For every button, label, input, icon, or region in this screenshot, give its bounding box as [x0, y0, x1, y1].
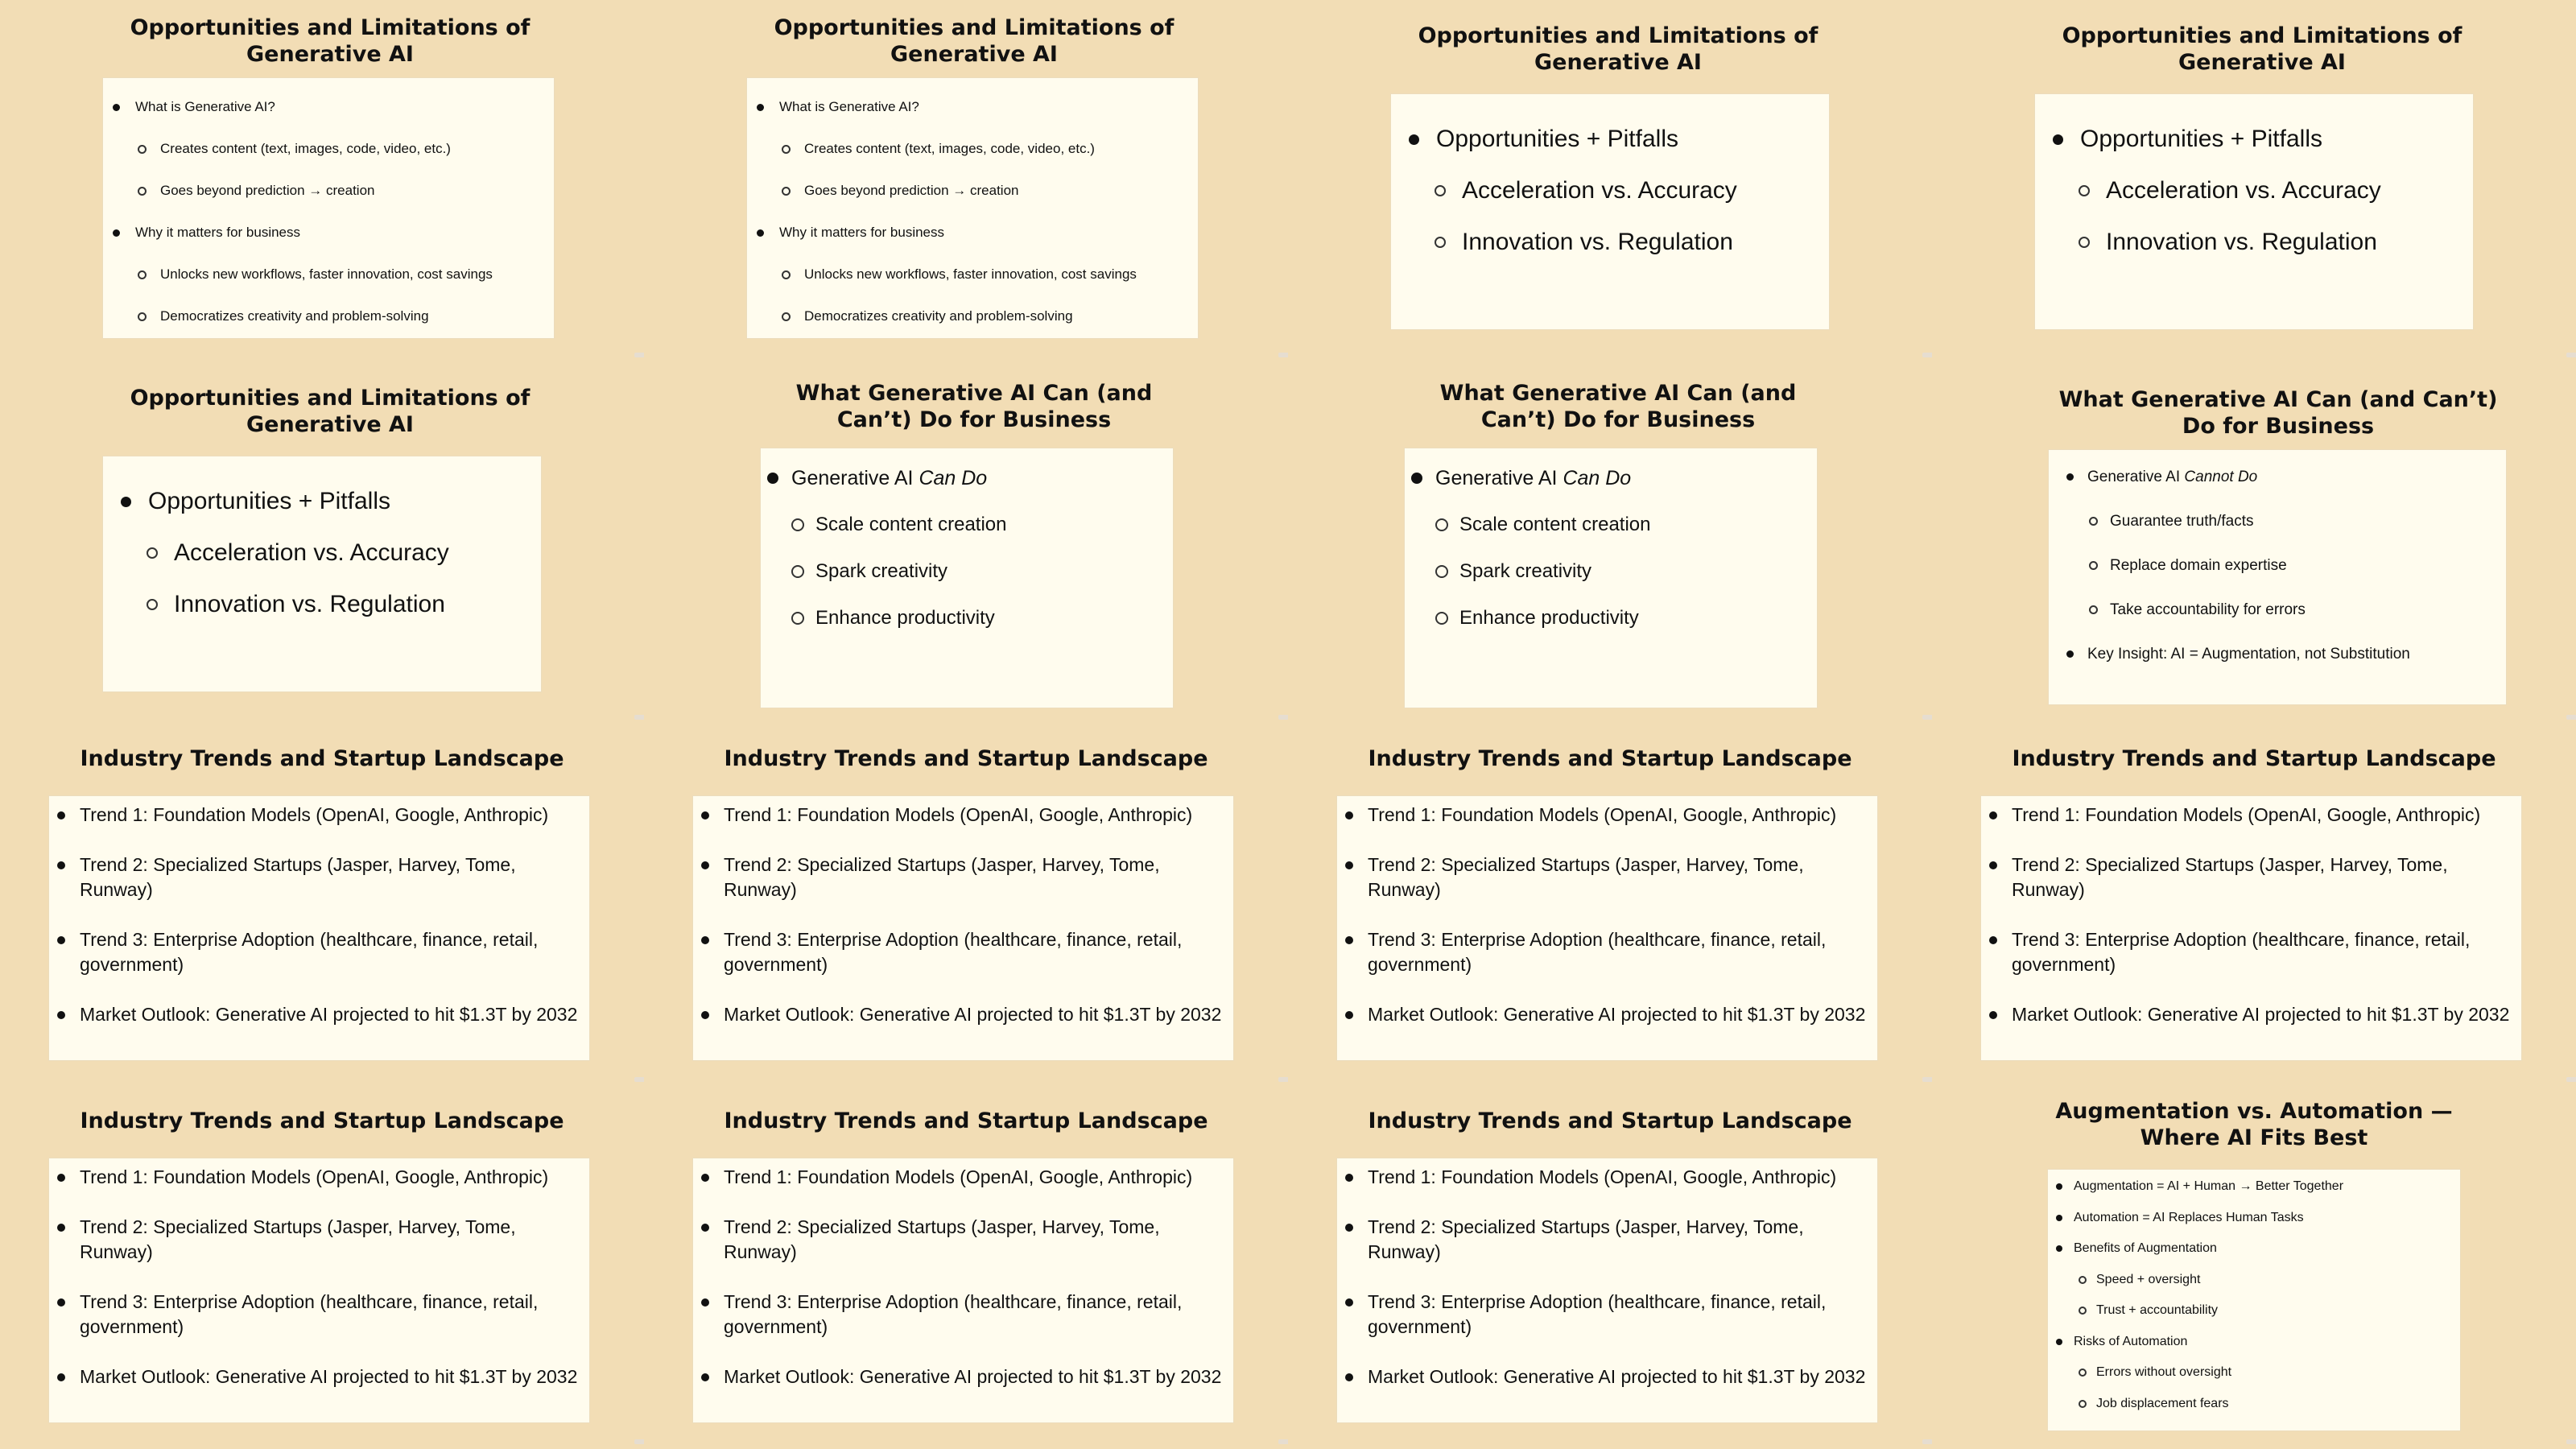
slide-title: Opportunities and Limitations of Generative AI — [1418, 23, 1818, 75]
bullet-item: Trend 3: Enterprise Adoption (healthcare, finance, retail, government) — [80, 1290, 580, 1340]
slide-thumbnail[interactable] — [1288, 724, 1932, 1087]
slide-title: Industry Trends and Startup Landscape — [724, 1108, 1208, 1133]
sub-bullet-item: Creates content (text, images, code, video, etc.) — [160, 128, 546, 170]
bullet-item: Trend 3: Enterprise Adoption (healthcare, finance, retail, government) — [80, 927, 580, 977]
slide-title: Industry Trends and Startup Landscape — [1368, 746, 1852, 771]
resize-grip[interactable] — [2566, 1439, 2576, 1444]
slide-content-box — [760, 448, 1174, 708]
bullet-item: Trend 1: Foundation Models (OpenAI, Google, Anthropic) — [724, 803, 1224, 828]
sub-bullet-item: Scale content creation — [815, 502, 1165, 548]
bullet-item: Market Outlook: Generative AI projected to hit $1.3T by 2032 — [1368, 1002, 1868, 1027]
slide-content-box — [48, 795, 590, 1061]
bullet-item: Risks of Automation — [2074, 1327, 2452, 1358]
bullet-item: Benefits of Augmentation — [2074, 1233, 2452, 1265]
slide-title: What Generative AI Can (and Can’t) Do for Business — [1439, 381, 1797, 432]
bullet-item: Market Outlook: Generative AI projected to hit $1.3T by 2032 — [724, 1002, 1224, 1027]
resize-grip[interactable] — [634, 1439, 644, 1444]
bullet-item: Why it matters for business — [135, 212, 546, 254]
slide-content-box — [692, 1158, 1234, 1423]
slide-thumbnail[interactable] — [1932, 724, 2576, 1087]
bullet-item: Opportunities + Pitfalls — [2080, 114, 2465, 165]
sub-bullet-item: Spark creativity — [1459, 548, 1809, 595]
bullet-item: Trend 1: Foundation Models (OpenAI, Google, Anthropic) — [80, 1165, 580, 1190]
bullet-emphasis: Can Do — [919, 467, 988, 489]
sub-bullet-item: Spark creativity — [815, 548, 1165, 595]
bullet-list — [1391, 94, 1829, 268]
slide-content-box — [692, 795, 1234, 1061]
bullet-list — [747, 78, 1198, 337]
bullet-list — [2035, 94, 2473, 268]
bullet-list — [49, 1158, 589, 1389]
bullet-item — [2087, 455, 2498, 499]
slide-title: Industry Trends and Startup Landscape — [80, 1108, 564, 1133]
bullet-text: Generative AI — [791, 467, 919, 489]
resize-grip[interactable] — [1922, 353, 1932, 357]
slide-title: Opportunities and Limitations of Generative AI — [130, 15, 530, 67]
slide-thumbnail[interactable] — [1932, 0, 2576, 362]
slide-title: Augmentation vs. Automation — Where AI Fits Best — [2055, 1099, 2453, 1150]
sub-bullet-item: Goes beyond prediction → creation — [804, 170, 1190, 212]
bullet-item: Trend 1: Foundation Models (OpenAI, Google, Anthropic) — [1368, 803, 1868, 828]
slide-title: Industry Trends and Startup Landscape — [2012, 746, 2496, 771]
slide-content-box — [1336, 1158, 1878, 1423]
slide-thumbnail[interactable] — [0, 724, 644, 1087]
sub-bullet-item: Replace domain expertise — [2110, 543, 2498, 588]
bullet-item: What is Generative AI? — [779, 86, 1190, 128]
slide-thumbnail[interactable] — [644, 362, 1288, 724]
bullet-emphasis: Cannot Do — [2184, 469, 2258, 485]
bullet-item: Opportunities + Pitfalls — [1436, 114, 1821, 165]
slide-title: What Generative AI Can (and Can’t) Do for Business — [795, 381, 1153, 432]
bullet-item: Trend 3: Enterprise Adoption (healthcare, finance, retail, government) — [1368, 927, 1868, 977]
bullet-list — [693, 796, 1233, 1027]
slide-thumbnail[interactable] — [0, 0, 644, 362]
bullet-item: Trend 3: Enterprise Adoption (healthcare, finance, retail, government) — [724, 927, 1224, 977]
slide-title: What Generative AI Can (and Can’t) Do for Business — [2058, 387, 2498, 439]
sub-bullet-item: Innovation vs. Regulation — [1462, 217, 1821, 268]
bullet-item: Trend 1: Foundation Models (OpenAI, Google, Anthropic) — [80, 803, 580, 828]
slide-content-box — [1390, 93, 1830, 330]
sub-bullet-item: Democratizes creativity and problem-solving — [160, 295, 546, 337]
bullet-item: Trend 3: Enterprise Adoption (healthcare, finance, retail, government) — [724, 1290, 1224, 1340]
sub-bullet-item: Creates content (text, images, code, video, etc.) — [804, 128, 1190, 170]
sub-bullet-item: Innovation vs. Regulation — [2106, 217, 2465, 268]
bullet-item: Key Insight: AI = Augmentation, not Substitution — [2087, 632, 2498, 676]
resize-grip[interactable] — [1922, 1439, 1932, 1444]
slide-content-box — [102, 77, 555, 339]
resize-grip[interactable] — [634, 353, 644, 357]
resize-grip[interactable] — [2566, 353, 2576, 357]
bullet-item: Augmentation = AI + Human → Better Together — [2074, 1171, 2452, 1203]
slide-content-box — [746, 77, 1199, 339]
slide-content-box — [48, 1158, 590, 1423]
slide-thumbnail[interactable] — [644, 724, 1288, 1087]
sub-bullet-item: Goes beyond prediction → creation — [160, 170, 546, 212]
bullet-item: Trend 2: Specialized Startups (Jasper, Harvey, Tome, Runway) — [724, 852, 1224, 902]
slide-thumbnail[interactable] — [1932, 1087, 2576, 1449]
bullet-text: Generative AI — [1435, 467, 1563, 489]
sub-bullet-item: Errors without oversight — [2096, 1357, 2452, 1389]
sub-bullet-item: Acceleration vs. Accuracy — [1462, 165, 1821, 217]
slide-thumbnail[interactable] — [0, 362, 644, 724]
slide-thumbnail[interactable] — [644, 0, 1288, 362]
slide-thumbnail[interactable] — [1288, 362, 1932, 724]
bullet-item: Trend 2: Specialized Startups (Jasper, Harvey, Tome, Runway) — [724, 1215, 1224, 1265]
slide-title: Industry Trends and Startup Landscape — [80, 746, 564, 771]
sub-bullet-item: Trust + accountability — [2096, 1295, 2452, 1327]
bullet-item: Trend 3: Enterprise Adoption (healthcare, finance, retail, government) — [1368, 1290, 1868, 1340]
bullet-item: Automation = AI Replaces Human Tasks — [2074, 1203, 2452, 1234]
sub-bullet-item: Take accountability for errors — [2110, 588, 2498, 632]
resize-grip[interactable] — [1922, 1077, 1932, 1082]
sub-bullet-item: Guarantee truth/facts — [2110, 499, 2498, 543]
slide-content-box — [1404, 448, 1818, 708]
resize-grip[interactable] — [1278, 1077, 1288, 1082]
slide-thumbnail[interactable] — [1288, 0, 1932, 362]
sub-bullet-item: Unlocks new workflows, faster innovation, cost savings — [804, 254, 1190, 295]
bullet-item: Market Outlook: Generative AI projected to hit $1.3T by 2032 — [80, 1364, 580, 1389]
sub-bullet-item: Job displacement fears — [2096, 1389, 2452, 1420]
sub-bullet-item: Speed + oversight — [2096, 1265, 2452, 1296]
sub-bullet-item: Innovation vs. Regulation — [174, 579, 533, 630]
bullet-list — [761, 448, 1173, 642]
bullet-list — [49, 796, 589, 1027]
sub-bullet-item: Enhance productivity — [815, 595, 1165, 642]
sub-bullet-item: Acceleration vs. Accuracy — [174, 527, 533, 579]
slide-thumbnail[interactable] — [1288, 1087, 1932, 1449]
slide-thumbnail[interactable] — [644, 1087, 1288, 1449]
slide-content-box — [2034, 93, 2474, 330]
bullet-text: Generative AI — [2087, 469, 2185, 485]
bullet-item: Opportunities + Pitfalls — [148, 476, 533, 527]
bullet-item — [1435, 455, 1809, 502]
slide-content-box — [1336, 795, 1878, 1061]
bullet-item: Trend 2: Specialized Startups (Jasper, Harvey, Tome, Runway) — [80, 1215, 580, 1265]
slide-title: Industry Trends and Startup Landscape — [1368, 1108, 1852, 1133]
slide-title: Opportunities and Limitations of Generative AI — [2062, 23, 2462, 75]
sub-bullet-item: Unlocks new workflows, faster innovation, cost savings — [160, 254, 546, 295]
slide-content-box — [1980, 795, 2522, 1061]
slide-title: Industry Trends and Startup Landscape — [724, 746, 1208, 771]
bullet-list — [1405, 448, 1817, 642]
slide-content-box — [2047, 1169, 2461, 1431]
resize-grip[interactable] — [1278, 715, 1288, 720]
slide-content-box — [2048, 449, 2507, 705]
bullet-item: Trend 2: Specialized Startups (Jasper, Harvey, Tome, Runway) — [80, 852, 580, 902]
bullet-item: Trend 2: Specialized Startups (Jasper, Harvey, Tome, Runway) — [2012, 852, 2512, 902]
resize-grip[interactable] — [1278, 1439, 1288, 1444]
bullet-item: Trend 2: Specialized Startups (Jasper, Harvey, Tome, Runway) — [1368, 1215, 1868, 1265]
bullet-item: What is Generative AI? — [135, 86, 546, 128]
bullet-list — [1337, 1158, 1877, 1389]
bullet-item: Trend 3: Enterprise Adoption (healthcare, finance, retail, government) — [2012, 927, 2512, 977]
bullet-list — [103, 78, 554, 337]
bullet-item: Trend 1: Foundation Models (OpenAI, Google, Anthropic) — [1368, 1165, 1868, 1190]
resize-grip[interactable] — [1278, 353, 1288, 357]
bullet-list — [103, 456, 541, 630]
resize-grip[interactable] — [1922, 715, 1932, 720]
bullet-item: Market Outlook: Generative AI projected to hit $1.3T by 2032 — [1368, 1364, 1868, 1389]
sub-bullet-item: Acceleration vs. Accuracy — [2106, 165, 2465, 217]
resize-grip[interactable] — [634, 1077, 644, 1082]
bullet-item: Market Outlook: Generative AI projected to hit $1.3T by 2032 — [724, 1364, 1224, 1389]
resize-grip[interactable] — [2566, 1077, 2576, 1082]
sub-bullet-item: Scale content creation — [1459, 502, 1809, 548]
bullet-emphasis: Can Do — [1563, 467, 1632, 489]
sub-bullet-item: Enhance productivity — [1459, 595, 1809, 642]
bullet-list — [2049, 450, 2506, 676]
slide-thumbnail[interactable] — [1932, 362, 2576, 724]
bullet-item: Trend 1: Foundation Models (OpenAI, Google, Anthropic) — [2012, 803, 2512, 828]
slide-content-box — [102, 456, 542, 692]
bullet-list — [1337, 796, 1877, 1027]
bullet-item — [791, 455, 1165, 502]
bullet-list — [2048, 1170, 2460, 1419]
slide-thumbnail[interactable] — [0, 1087, 644, 1449]
bullet-item: Trend 1: Foundation Models (OpenAI, Google, Anthropic) — [724, 1165, 1224, 1190]
bullet-list — [693, 1158, 1233, 1389]
bullet-item: Trend 2: Specialized Startups (Jasper, Harvey, Tome, Runway) — [1368, 852, 1868, 902]
sub-bullet-item: Democratizes creativity and problem-solving — [804, 295, 1190, 337]
bullet-list — [1981, 796, 2521, 1027]
bullet-item: Market Outlook: Generative AI projected to hit $1.3T by 2032 — [80, 1002, 580, 1027]
slide-title: Opportunities and Limitations of Generative AI — [130, 386, 530, 437]
bullet-item: Market Outlook: Generative AI projected to hit $1.3T by 2032 — [2012, 1002, 2512, 1027]
resize-grip[interactable] — [634, 715, 644, 720]
bullet-item: Why it matters for business — [779, 212, 1190, 254]
resize-grip[interactable] — [2566, 715, 2576, 720]
slide-title: Opportunities and Limitations of Generative AI — [774, 15, 1174, 67]
